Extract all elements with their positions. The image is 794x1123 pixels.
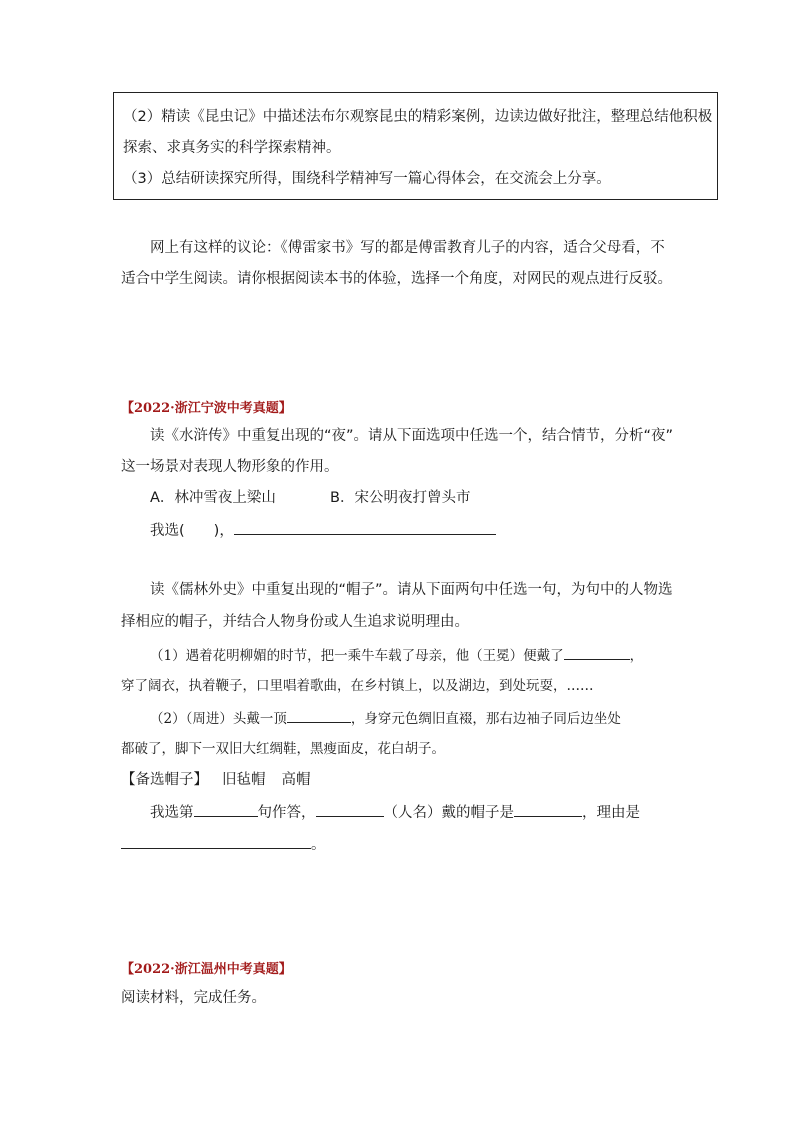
options-label: 【备选帽子】 bbox=[121, 772, 208, 788]
ningbo-answer-line bbox=[150, 520, 496, 541]
ningbo-header: 【2022·浙江宁波中考真题】 bbox=[121, 401, 292, 416]
sentence-2a-mid: ，身穿元色绸旧直裰，那右边袖子同后边坐处 bbox=[350, 711, 621, 727]
reason-end: 。 bbox=[311, 837, 326, 853]
wenzhou-header: 【2022·浙江温州中考真题】 bbox=[121, 962, 292, 977]
option-old-felt-hat: 旧毡帽 bbox=[222, 772, 266, 788]
hat-answer-blank[interactable] bbox=[514, 802, 582, 817]
sentence-number-blank[interactable] bbox=[194, 802, 258, 817]
ningbo-line-1: 读《水浒传》中重复出现的“夜”。请从下面选项中任选一个，结合情节，分析“夜” bbox=[150, 428, 674, 444]
sentence-1a-end: ， bbox=[629, 648, 644, 664]
fulei-line-2: 适合中学生阅读。请你根据阅读本书的体验，选择一个角度，对网民的观点进行反驳。 bbox=[121, 271, 672, 287]
answer-mid-3: ，理由是 bbox=[582, 805, 640, 821]
rulin-sentence-1a bbox=[150, 645, 643, 666]
box-line-2: 探索、求真务实的科学探索精神。 bbox=[123, 140, 341, 156]
ningbo-line-2: 这一场景对表现人物形象的作用。 bbox=[121, 459, 339, 475]
hat-blank-1[interactable] bbox=[564, 645, 630, 660]
option-a: A．林冲雪夜上梁山 bbox=[150, 490, 276, 506]
rulin-sentence-1b: 穿了阔衣，执着鞭子，口里唱着歌曲，在乡村镇上，以及湖边，到处玩耍，…… bbox=[121, 678, 594, 694]
rulin-line-1: 读《儒林外史》中重复出现的“帽子”。请从下面两句中任选一句，为句中的人物选 bbox=[150, 582, 673, 598]
answer-prefix: 我选第 bbox=[150, 805, 194, 821]
sentence-1a-text: （1）遇着花明柳媚的时节，把一乘牛车载了母亲，他（王冕）便戴了 bbox=[150, 648, 564, 664]
answer-mid-2: （人名）戴的帽子是 bbox=[383, 805, 514, 821]
rulin-sentence-2b: 都破了，脚下一双旧大红绸鞋，黑瘦面皮，花白胡子。 bbox=[121, 741, 445, 757]
box-line-1: （2）精读《昆虫记》中描述法布尔观察昆虫的精彩案例，边读边做好批注，整理总结他积极 bbox=[123, 109, 713, 125]
answer-mid-1: 句作答， bbox=[257, 805, 316, 821]
rulin-answer-line bbox=[150, 802, 640, 823]
option-b: B．宋公明夜打曾头市 bbox=[330, 490, 471, 506]
person-name-blank[interactable] bbox=[316, 802, 384, 817]
rulin-line-2: 择相应的帽子，并结合人物身份或人生追求说明理由。 bbox=[121, 614, 469, 630]
wenzhou-line-1: 阅读材料，完成任务。 bbox=[121, 990, 266, 1006]
rulin-sentence-2a bbox=[150, 708, 621, 729]
box-line-3: （3）总结研读探究所得，围绕科学精神写一篇心得体会，在交流会上分享。 bbox=[123, 171, 611, 187]
hat-options bbox=[121, 770, 311, 790]
fulei-line-1: 网上有这样的议论：《傅雷家书》写的都是傅雷教育儿子的内容，适合父母看，不 bbox=[150, 240, 665, 256]
sentence-2a-text: （2）（周进）头戴一顶 bbox=[150, 711, 287, 727]
ningbo-answer-blank[interactable] bbox=[234, 520, 496, 535]
option-tall-hat: 高帽 bbox=[281, 772, 311, 788]
rulin-reason-line bbox=[121, 834, 326, 855]
reason-blank[interactable] bbox=[121, 834, 311, 849]
ningbo-choose-label: 我选( )， bbox=[150, 523, 234, 539]
hat-blank-2[interactable] bbox=[287, 708, 351, 723]
